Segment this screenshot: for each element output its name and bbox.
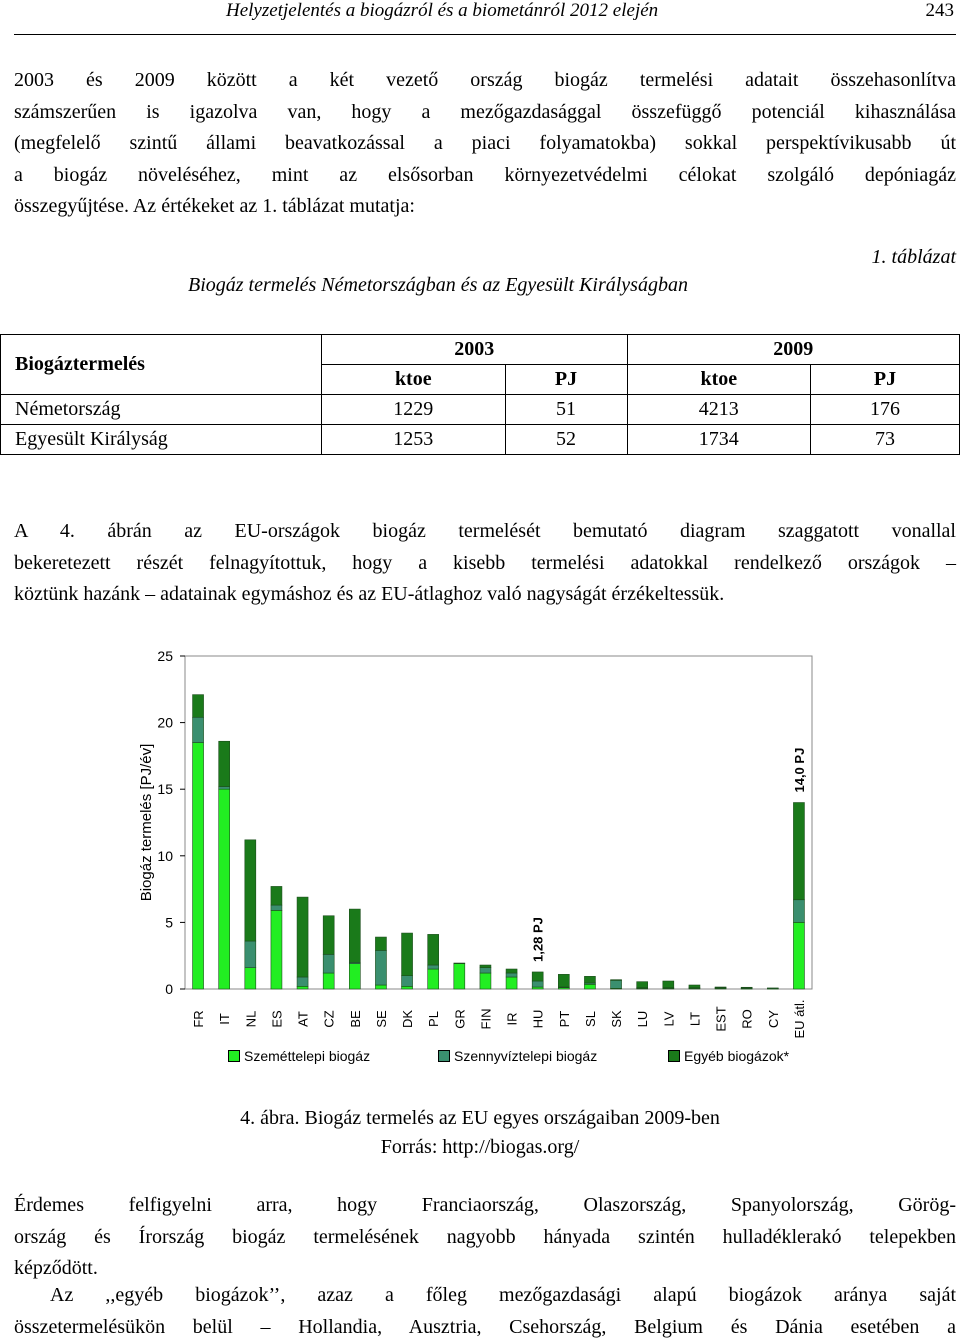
bar-segment-LU [637,982,648,988]
bar-segment-AT [297,986,308,989]
text-line: a biogáz növeléséhez, mint az elsősorban környezetvédelmi célokat szolgáló depóniagáz [14,160,956,192]
x-tick-label: HU [531,1010,546,1029]
x-tick-label: BE [348,1010,363,1028]
paragraph [14,1190,956,1285]
text-line: bekeretezett részét felnagyítottuk, hogy a kisebb termelési adatokkal rendelkező országok – [14,548,956,580]
text-line: A 4. ábrán az EU-országok biogáz termelését bemutató diagram szaggatott vonallal [14,516,956,548]
unit-cell: ktoe [322,365,506,395]
text-line: képződött. [14,1253,956,1285]
value-cell: 51 [505,395,627,425]
bar-annotation: 14,0 PJ [792,748,807,793]
bar-segment-AT [297,897,308,977]
x-tick-label: NL [243,1011,258,1028]
table-row [1,425,960,455]
bar-segment-ES [271,910,282,989]
x-tick-label: LT [687,1012,702,1026]
legend-swatch [438,1050,450,1062]
legend-label: Egyéb biogázok* [684,1048,789,1064]
x-tick-label: PL [426,1011,441,1027]
bar-segment-CZ [323,954,334,973]
running-title: Helyzetjelentés a biogázról és a biometánról 2012 elején [226,0,658,22]
bar-segment-LV [663,981,674,988]
bar-segment-SL [584,984,595,989]
bar-segment-BE [349,964,360,989]
text-line: számszerűen is igazolva van, hogy a mezőgazdasággal összefüggő potenciál kihasználása [14,97,956,129]
value-cell: 176 [811,395,960,425]
unit-cell: PJ [811,365,960,395]
value-cell: 1229 [322,395,506,425]
figure-intro-paragraph [14,516,956,611]
bar-segment-EU átl. [793,922,804,989]
bar-segment-CZ [323,973,334,989]
x-tick-label: SK [609,1010,624,1028]
bar-segment-DK [402,933,413,976]
unit-cell: ktoe [627,365,811,395]
bar-segment-DK [402,976,413,987]
x-tick-label: IR [505,1013,520,1026]
x-tick-label: CY [766,1010,781,1028]
text-line: (megfelelő szintű állami beavatkozással a piaci folyamatokba) sokkal perspektívikusabb út [14,128,956,160]
bar-segment-NL [245,941,256,968]
figure-caption: 4. ábra. Biogáz termelés az EU egyes országaiban 2009-ben [0,1107,960,1130]
bar-segment-AT [297,977,308,986]
x-tick-label: CZ [322,1010,337,1027]
x-tick-label: FIN [478,1009,493,1030]
bar-segment-FR [193,743,204,989]
x-tick-label: AT [296,1011,311,1027]
bar-segment-SE [375,950,386,985]
bar-segment-GR [454,964,465,989]
legend-item [668,1048,789,1064]
country-cell: Németország [1,395,322,425]
y-tick-label: 5 [165,914,173,930]
y-axis-label: Biogáz termelés [PJ/év] [138,744,155,902]
bar-segment-CY [767,988,778,989]
legend-swatch [668,1050,680,1062]
country-cell: Egyesült Királyság [1,425,322,455]
bar-segment-IT [219,741,230,786]
y-tick-label: 25 [157,648,173,664]
legend-item [438,1048,597,1064]
x-tick-label: SE [374,1010,389,1028]
x-tick-label: RO [740,1009,755,1029]
legend-label: Szennyvíztelepi biogáz [454,1048,597,1064]
value-cell: 4213 [627,395,811,425]
value-cell: 1253 [322,425,506,455]
bar-segment-PT [558,974,569,987]
bar-segment-LT [689,985,700,988]
bar-segment-ES [271,886,282,905]
x-tick-label: DK [400,1010,415,1028]
bar-segment-NL [245,968,256,989]
paragraph [14,1280,956,1343]
text-line: köztünk hazánk – adatainak egymáshoz és az EU-átlaghoz való nagyságát érzékeltessük. [14,579,956,611]
unit-cell: PJ [505,365,627,395]
bar-segment-BE [349,909,360,962]
y-tick-label: 10 [157,848,173,864]
bar-segment-SE [375,937,386,950]
biogas-table [0,334,960,455]
table-title: Biogáz termelés Németországban és az Egyesült Királyságban [188,274,688,297]
legend-item [228,1048,370,1064]
bar-segment-RO [741,987,752,988]
x-tick-label: ES [269,1010,284,1028]
bar-segment-SK [611,980,622,981]
bar-segment-IR [506,977,517,989]
bar-segment-PL [428,969,439,989]
x-tick-label: EU átl. [792,999,807,1038]
bar-segment-IT [219,787,230,790]
bar-segment-SK [611,980,622,988]
x-tick-label: FR [191,1010,206,1027]
x-tick-label: PT [557,1011,572,1028]
bar-segment-GR [454,963,465,964]
text-line: összegyűjtése. Az értékeket az 1. táblázat mutatja: [14,191,956,223]
y-tick-label: 0 [165,981,173,997]
value-cell: 52 [505,425,627,455]
bar-segment-IT [219,789,230,989]
figure-source: Forrás: http://biogas.org/ [0,1136,960,1159]
x-tick-label: GR [452,1009,467,1029]
bar-segment-EST [715,987,726,988]
row-header: Biogáztermelés [1,335,322,395]
bar-segment-FIN [480,968,491,973]
y-tick-label: 20 [157,715,173,731]
table-row [1,395,960,425]
intro-paragraph [14,65,956,223]
bar-segment-ES [271,905,282,910]
year-2009: 2009 [627,335,959,365]
text-line: Az ,,egyéb biogázok’’, azaz a főleg mezőgazdasági alapú biogázok aránya saját [14,1280,956,1312]
text-line: összetermelésükön belül – Hollandia, Ausztria, Csehország, Belgium és Dánia esetében a [14,1312,956,1343]
legend-swatch [228,1050,240,1062]
bar-segment-PL [428,934,439,965]
bar-segment-EU átl. [793,900,804,923]
value-cell: 73 [811,425,960,455]
bar-segment-PL [428,965,439,969]
bar-segment-DK [402,986,413,989]
bar-annotation: 1,28 PJ [531,917,546,962]
table-label: 1. táblázat [872,246,956,269]
bar-segment-FIN [480,965,491,968]
bar-segment-IR [506,969,517,973]
bar-segment-SE [375,985,386,989]
x-tick-label: IT [217,1013,232,1025]
x-tick-label: LU [635,1011,650,1028]
text-line: ország és Írország biogáz termelésének nagyobb hányada szintén hulladéklerakó telepekben [14,1222,956,1254]
bar-segment-CZ [323,916,334,955]
page-number: 243 [926,0,955,22]
bar-segment-FR [193,717,204,742]
text-line: Érdemes felfigyelni arra, hogy Franciaország, Olaszország, Spanyolország, Görög- [14,1190,956,1222]
y-tick-label: 15 [157,781,173,797]
bar-segment-NL [245,840,256,941]
biogas-stacked-bar-chart [120,640,840,1040]
page-header [14,0,956,35]
year-2003: 2003 [322,335,628,365]
bar-segment-HU [532,981,543,987]
bar-segment-FIN [480,973,491,989]
value-cell: 1734 [627,425,811,455]
bar-segment-EU átl. [793,803,804,900]
bar-segment-SL [584,976,595,983]
text-line: 2003 és 2009 között a két vezető ország biogáz termelési adatait összehasonlítva [14,65,956,97]
bar-segment-HU [532,972,543,981]
x-tick-label: SL [583,1011,598,1027]
legend-label: Szeméttelepi biogáz [244,1048,370,1064]
x-tick-label: EST [714,1006,729,1031]
bar-segment-FR [193,695,204,718]
bar-segment-IR [506,973,517,977]
x-tick-label: LV [661,1011,676,1026]
